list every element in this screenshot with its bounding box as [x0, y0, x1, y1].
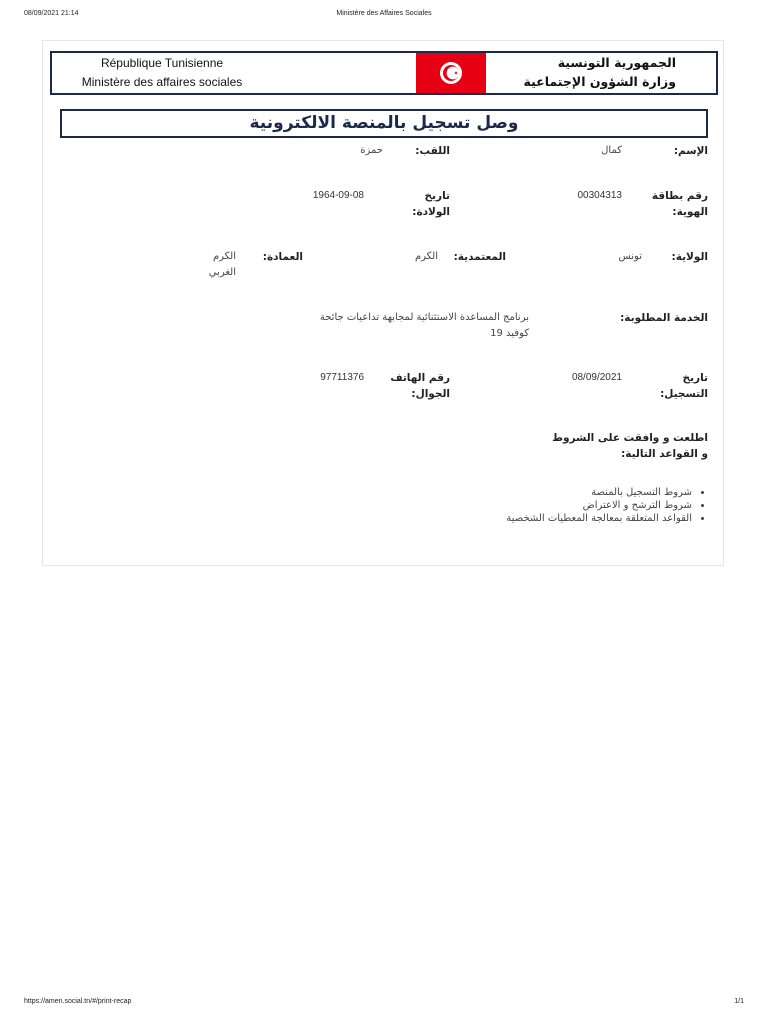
terms-statement-line1: اطلعت و وافقت على الشروط — [552, 432, 708, 444]
birth-date-label-line2: الولادة: — [412, 206, 450, 218]
receipt-title-box — [60, 109, 708, 138]
delegation-label: المعتمدية: — [453, 251, 506, 263]
last-name-label: اللقب: — [415, 145, 450, 157]
header-banner — [50, 51, 718, 95]
terms-list — [506, 486, 708, 525]
governorate-label: الولاية: — [671, 251, 708, 263]
sector-label: العمادة: — [262, 251, 303, 263]
birth-date-value: 1964-09-08 — [312, 190, 364, 201]
header-ar-republic: الجمهورية التونسية — [557, 55, 676, 70]
mobile-value: 97711376 — [320, 372, 364, 383]
service-value-line2: كوفيد 19 — [490, 328, 529, 339]
header-fr-republic: République Tunisienne — [100, 56, 224, 70]
mobile-label-line2: الجوال: — [411, 388, 450, 400]
birth-date-label-line1: تاريخ — [424, 190, 450, 202]
terms-link-candidacy[interactable]: • شروط الترشح و الاعتراض — [506, 499, 692, 512]
header-ar-ministry: وزارة الشؤون الإجتماعية — [523, 74, 676, 89]
print-url: https://amen.social.tn/#/print-recap — [24, 998, 132, 1005]
sector-value-line1: الكرم — [212, 251, 236, 262]
print-footer — [24, 998, 744, 1010]
governorate-value: تونس — [618, 251, 642, 262]
mobile-label-line1: رقم الهاتف — [390, 372, 450, 384]
terms-link-registration[interactable]: • شروط التسجيل بالمنصة — [506, 486, 692, 499]
header-fr-ministry: Ministère des affaires sociales — [81, 75, 243, 89]
service-label: الخدمة المطلوبة: — [620, 312, 708, 324]
id-number-value: 00304313 — [577, 190, 622, 201]
last-name-value: حمزة — [360, 145, 383, 156]
first-name-label: الإسم: — [673, 145, 708, 157]
terms-statement-line2: و القواعد التالية: — [621, 448, 708, 460]
print-header — [24, 10, 744, 22]
service-value-line1: برنامج المساعدة الاستثنائية لمجابهة تداعيات جائحة — [319, 312, 529, 323]
print-page-number: 1/1 — [734, 998, 744, 1005]
registration-date-label-line2: التسجيل: — [660, 388, 708, 400]
registration-date-value: 08/09/2021 — [571, 372, 622, 383]
receipt-title: وصل تسجيل بالمنصة الالكترونية — [249, 113, 519, 133]
print-page-title: Ministère des Affaires Sociales — [336, 10, 432, 17]
first-name-value: كمال — [601, 145, 622, 156]
delegation-value: الكرم — [414, 251, 438, 262]
terms-link-personal-data[interactable]: • القواعد المتعلقة بمعالجة المعطيات الشخصية — [506, 512, 692, 525]
registration-date-label-line1: تاريخ — [682, 372, 708, 384]
id-number-label-line2: الهوية: — [672, 206, 708, 218]
sector-value-line2: الغربي — [208, 267, 236, 278]
terms-statement — [508, 430, 708, 462]
print-timestamp: 08/09/2021 21:14 — [24, 10, 79, 17]
id-number-label-line1: رقم بطاقة — [651, 190, 708, 202]
